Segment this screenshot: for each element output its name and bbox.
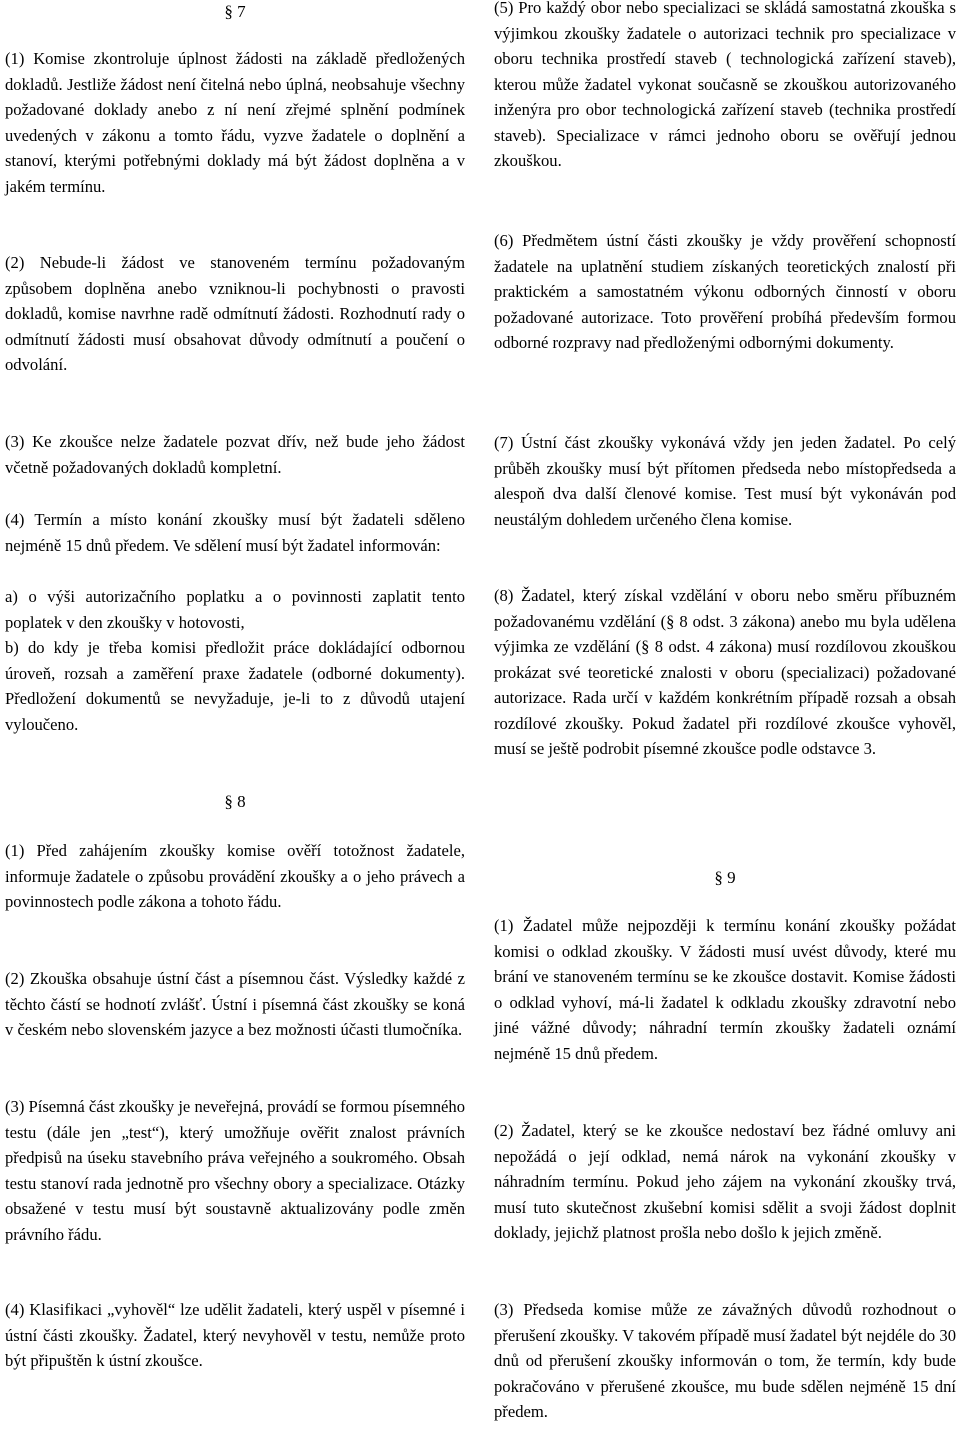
section-9-paragraph-3: (3) Předseda komise může ze závažných důvodů rozhodnout o přerušení zkoušky. V takovém případě musí žadatel být nejdéle do 30 dnů od přerušení zkoušky informován o tom, že termín, kdy bude pokračováno v přerušené zkoušce, mu bude sdělen nejméně 15 dní předem. (494, 1300, 956, 1421)
section-9-heading: § 9 (714, 868, 736, 887)
section-8-paragraph-2: (2) Zkouška obsahuje ústní část a písemnou část. Výsledky každé z těchto částí se hodnotí zvlášť. Ústní i písemná část zkoušky se koná v českém nebo slovenském jazyce a bez možnosti účasti tlumočníka. (5, 969, 465, 1039)
section-8-paragraph-1: (1) Před zahájením zkoušky komise ověří totožnost žadatele, informuje žadatele o způsobu provádění zkoušky a o jeho právech a povinnostech podle zákona a tohoto řádu. (5, 841, 465, 911)
section-8-heading: § 8 (224, 792, 246, 811)
section-7-paragraph-2: (2) Nebude-li žádost ve stanoveném termínu požadovaným způsobem doplněna anebo vzniknou-li pochybnosti o pravosti dokladů, komise navrhne radě odmítnutí žádosti. Rozhodnutí rady o odmítnutí žádosti musí obsahovat důvody odmítnutí a poučení o odvolání. (5, 253, 465, 374)
section-7-item-b: b) do kdy je třeba komisi předložit práce dokládající odbornou úroveň, rozsah a zaměření praxe žadatele (odborné dokumenty). Předložení dokumentů se nevyžaduje, je-li to z důvodů utajení vyloučeno. (5, 638, 465, 734)
section-7-paragraph-3: (3) Ke zkoušce nelze žadatele pozvat dřív, než bude jeho žádost včetně požadovaných dokladů kompletní. (5, 432, 465, 477)
section-7-item-a: a) o výši autorizačního poplatku a o povinnosti zaplatit tento poplatek v den zkoušky v hotovosti, (5, 587, 465, 632)
section-7-heading: § 7 (224, 2, 246, 21)
section-9-paragraph-2: (2) Žadatel, který se ke zkoušce nedostaví bez řádné omluvy ani nepožádá o její odklad, nemá nárok na vykonání zkoušky v náhradním termínu. Pokud jeho zájem na vykonání zkoušky trvá, musí tuto skutečnost zkušební komisi sdělit a svoji žádost doplnit doklady, jejichž platnost prošla nebo došlo k jejich změně. (494, 1121, 956, 1242)
section-8-paragraph-7: (7) Ústní část zkoušky vykonává vždy jen jeden žadatel. Po celý průběh zkoušky musí být přítomen předseda nebo místopředseda a alespoň dva další členové komise. Test musí být vykonáván pod neustálým dohledem určeného člena komise. (494, 433, 956, 529)
section-9-paragraph-1: (1) Žadatel může nejpozději k termínu konání zkoušky požádat komisi o odklad zkoušky. V žádosti musí uvést důvody, které mu brání ve stanoveném termínu se ke zkoušce dostavit. Komise žádosti o odklad vyhoví, má-li žadatel k odkladu zkoušky zdravotní nebo jiné vážné důvody; náhradní termín zkoušky žadateli oznámí nejméně 15 dnů předem. (494, 916, 956, 1063)
section-8-paragraph-8: (8) Žadatel, který získal vzdělání v oboru nebo směru příbuzném požadovanému vzdělání (§ 8 odst. 3 zákona) anebo mu byla udělena výjimka ze vzdělání (§ 8 odst. 4 zákona) musí rozdílovou zkouškou prokázat své teoretické znalosti v oboru (specializaci) požadované autorizace. Rada určí v každém konkrétním případě rozsah a obsah rozdílové zkoušky. Pokud žadatel při rozdílové zkoušce vyhověl, musí se ještě podrobit písemné zkoušce podle odstavce 3. (494, 586, 956, 758)
section-8-paragraph-6: (6) Předmětem ústní části zkoušky je vždy prověření schopností žadatele na uplatnění studiem získaných teoretických znalostí při praktickém a samostatném výkonu odborných činností v oboru požadované autorizace. Toto prověření probíhá především formou odborné rozpravy nad předloženými odbornými dokumenty. (494, 231, 956, 352)
section-8-paragraph-4: (4) Klasifikaci „vyhověl“ lze udělit žadateli, který uspěl v písemné i ústní části zkoušky. Žadatel, který nevyhověl v testu, nemůže proto být připuštěn k ústní zkoušce. (5, 1300, 465, 1370)
section-8-paragraph-3: (3) Písemná část zkoušky je neveřejná, provádí se formou písemného testu (dále jen „test“), který umožňuje ověřit znalost právních předpisů na úseku stavebního práva veřejného a soukromého. Obsah testu stanoví rada jednotně pro všechny obory a specializace. Otázky obsažené v testu musí být soustavně aktualizovány podle změn právního řádu. (5, 1097, 465, 1244)
section-7-paragraph-4: (4) Termín a místo konání zkoušky musí být žadateli sděleno nejméně 15 dnů předem. Ve sdělení musí být žadatel informován: (5, 510, 465, 555)
section-8-paragraph-5: (5) Pro každý obor nebo specializaci se skládá samostatná zkouška s výjimkou zkoušky žadatele o autorizaci technik pro specializace v oboru technika prostředí staveb ( technologická zařízení staveb), kterou může žadatel vykonat současně se zkouškou autorizovaného inženýra pro obor technologická zařízení staveb (technika prostředí staveb). Specializace v rámci jednoho oboru se ověřují jednou zkouškou. (494, 0, 956, 170)
section-7-paragraph-1: (1) Komise zkontroluje úplnost žádosti na základě předložených dokladů. Jestliže žádost není čitelná nebo úplná, neobsahuje všechny požadované doklady anebo z ní není zřejmé splnění podmínek uvedených v zákonu a tomto řádu, vyzve žadatele o doplnění a stanoví, kterými potřebnými doklady má být žádost doplněna a v jakém termínu. (5, 49, 465, 196)
